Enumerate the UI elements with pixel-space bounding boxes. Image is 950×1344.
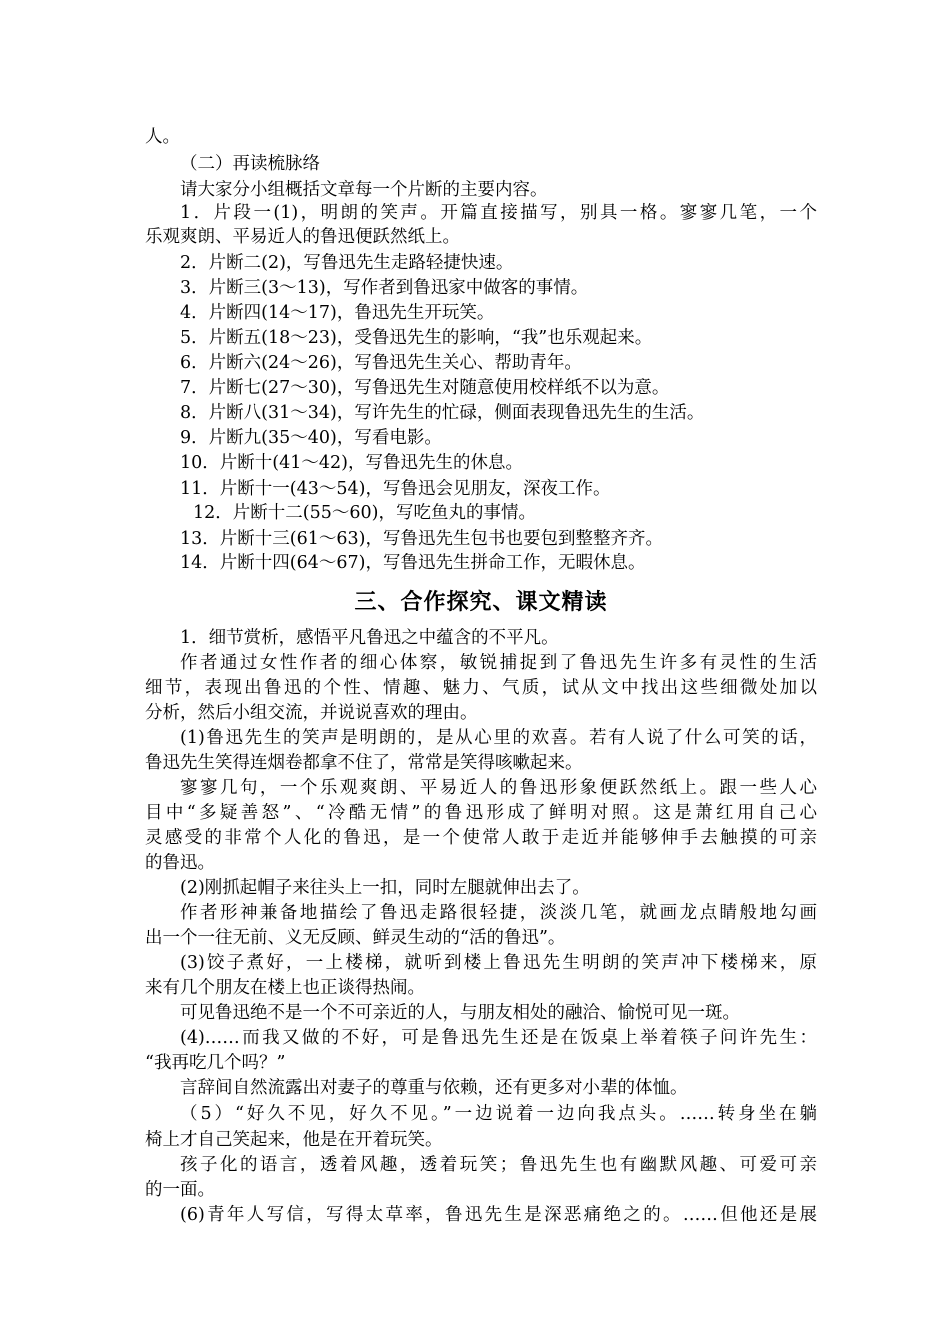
text-line: 来有几个朋友在楼上也正谈得热闹。 (145, 978, 425, 998)
text-line: 寥寥几句，一个乐观爽朗、平易近人的鲁迅形象便跃然纸上。跟一些人心 (180, 778, 817, 798)
text-line: 鲁迅先生笑得连烟卷都拿不住了，常常是笑得咳嗽起来。 (145, 753, 583, 773)
text-line: 的鲁迅。 (145, 853, 215, 873)
text-line: 椅上才自己笑起来，他是在开着玩笑。 (145, 1130, 443, 1150)
text-line: 分析，然后小组交流，并说说喜欢的理由。 (145, 703, 478, 723)
text-line: 8．片断八(31～34)，写许先生的忙碌，侧面表现鲁迅先生的生活。 (180, 403, 705, 423)
text-line: 出一个一往无前、义无反顾、鲜灵生动的“活的鲁迅”。 (145, 928, 566, 948)
text-line: 言辞间自然流露出对妻子的尊重与依赖，还有更多对小辈的体恤。 (180, 1078, 688, 1098)
text-line: 11．片断十一(43～54)，写鲁迅会见朋友，深夜工作。 (180, 479, 611, 499)
text-line: (6)青年人写信，写得太草率，鲁迅先生是深恶痛绝之的。……但他还是展 (180, 1205, 817, 1225)
text-line: 7．片断七(27～30)，写鲁迅先生对随意使用校样纸不以为意。 (180, 378, 670, 398)
text-line: （二）再读梳脉络 (180, 154, 320, 174)
text-line: “我再吃几个吗？” (145, 1053, 286, 1073)
text-line: 人。 (145, 127, 180, 147)
text-line: 作者通过女性作者的细心体察，敏锐捕捉到了鲁迅先生许多有灵性的生活 (180, 653, 817, 673)
text-line: 作者形神兼备地描绘了鲁迅走路很轻捷，淡淡几笔，就画龙点睛般地勾画 (180, 903, 817, 923)
text-line: 请大家分小组概括文章每一个片断的主要内容。 (180, 180, 548, 200)
text-line: 1．片段一(1)，明朗的笑声。开篇直接描写，别具一格。寥寥几笔，一个 (180, 203, 817, 223)
text-line: 9．片断九(35～40)，写看电影。 (180, 428, 442, 448)
text-line: 的一面。 (145, 1180, 215, 1200)
text-line: （5）“好久不见，好久不见。”一边说着一边向我点头。……转身坐在躺 (180, 1104, 817, 1124)
text-line: 4．片断四(14～17)，鲁迅先生开玩笑。 (180, 303, 495, 323)
text-line: (3)饺子煮好，一上楼梯，就听到楼上鲁迅先生明朗的笑声冲下楼梯来，原 (180, 953, 817, 973)
text-line: 细节，表现出鲁迅的个性、情趣、魅力、气质，试从文中找出这些细微处加以 (145, 678, 817, 698)
text-line: 灵感受的非常个人化的鲁迅，是一个使常人敢于走近并能够伸手去触摸的可亲 (145, 828, 817, 848)
text-line: 14．片断十四(64～67)，写鲁迅先生拼命工作，无暇休息。 (180, 553, 646, 573)
text-line: (2)刚抓起帽子来往头上一扣，同时左腿就伸出去了。 (180, 878, 590, 898)
text-line: 5．片断五(18～23)，受鲁迅先生的影响，“我”也乐观起来。 (180, 328, 653, 348)
text-line: 乐观爽朗、平易近人的鲁迅便跃然纸上。 (145, 227, 460, 247)
text-line: 10．片断十(41～42)，写鲁迅先生的休息。 (180, 453, 523, 473)
text-line: 目中“多疑善怒”、“冷酷无情”的鲁迅形成了鲜明对照。这是萧红用自己心 (145, 803, 817, 823)
text-line: 13．片断十三(61～63)，写鲁迅先生包书也要包到整整齐齐。 (180, 529, 663, 549)
section-heading: 三、合作探究、课文精读 (354, 590, 608, 615)
text-line: 孩子化的语言，透着风趣，透着玩笑；鲁迅先生也有幽默风趣、可爱可亲 (180, 1155, 817, 1175)
text-line: (1)鲁迅先生的笑声是明朗的，是从心里的欢喜。若有人说了什么可笑的话， (180, 728, 817, 748)
text-line: 2．片断二(2)，写鲁迅先生走路轻捷快速。 (180, 253, 514, 273)
text-line: (4)……而我又做的不好，可是鲁迅先生还是在饭桌上举着筷子问许先生： (180, 1028, 817, 1048)
text-line: 1．细节赏析，感悟平凡鲁迅之中蕴含的不平凡。 (180, 628, 559, 648)
text-line: 3．片断三(3～13)，写作者到鲁迅家中做客的事情。 (180, 278, 589, 298)
text-line: 6．片断六(24～26)，写鲁迅先生关心、帮助青年。 (180, 353, 582, 373)
text-line: 12．片断十二(55～60)，写吃鱼丸的事情。 (193, 503, 536, 523)
text-line: 可见鲁迅绝不是一个不可亲近的人，与朋友相处的融洽、愉悦可见一斑。 (180, 1003, 740, 1023)
